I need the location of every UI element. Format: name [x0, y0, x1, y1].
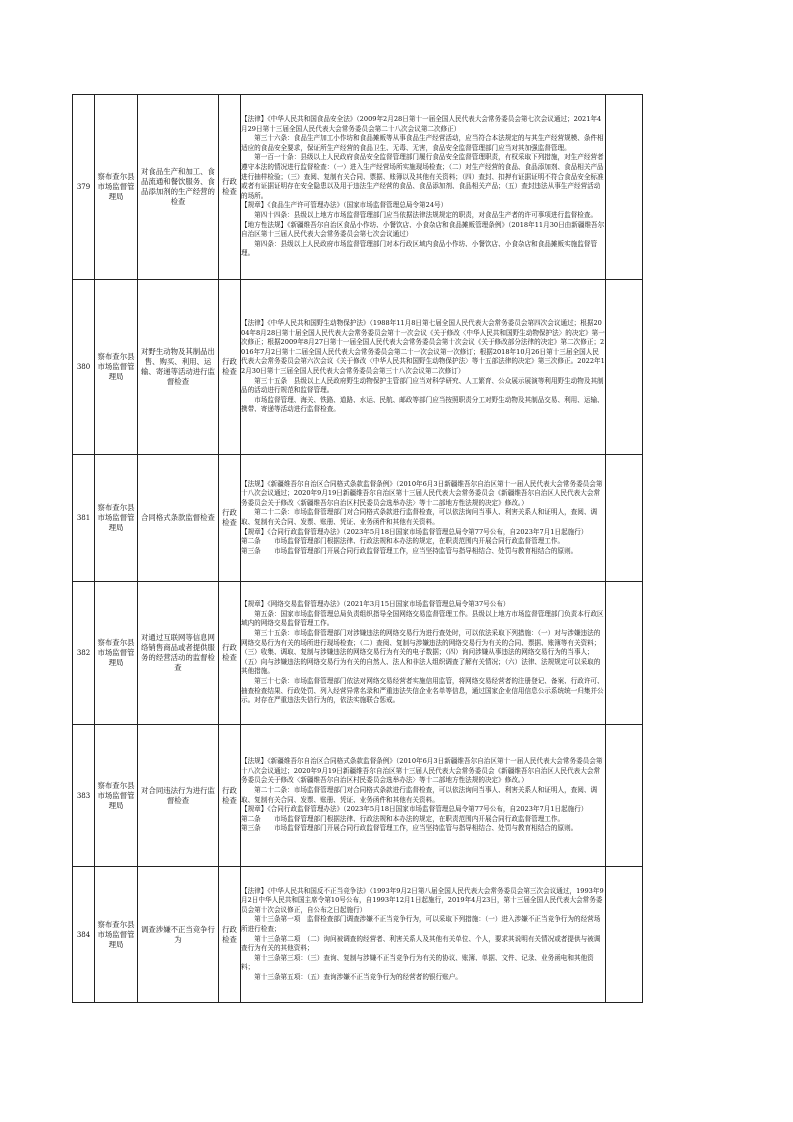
legal-basis-paragraph: 第十三条第五项：（五）查询涉嫌不正当竞争行为的经营者的银行账户。 — [241, 972, 462, 981]
table-row — [73, 455, 643, 582]
legal-basis-cell — [241, 867, 606, 1003]
row-number: 380 — [73, 280, 95, 455]
legal-basis-paragraph: 第三十六条：食品生产加工小作坊和食品摊贩等从事食品生产经营活动，应当符合本法规定的与其生产经营规模、条件相适应的食品安全要求，保证所生产经营的食品卫生、无毒、无害，食品安全监督管理部门应当对其加强监督管理。 — [241, 134, 604, 152]
inspection-item-cell: 调查涉嫌不正当竞争行为 — [138, 867, 219, 1003]
category-cell: 行政检查 — [219, 582, 241, 725]
legal-basis-cell — [241, 95, 606, 280]
legal-basis-paragraph: 【法规】《新疆维吾尔自治区合同格式条款监督条例》（2010年6月3日新疆维吾尔自治区第十一届人民代表大会常务委员会第十八次会议通过；2020年9月19日新疆维吾尔自治区第十三届人民代表大会常务委员会《新疆维吾尔自治区人民代表大会常务委员会关于修改〈新疆维吾尔自治区村民委员会选举办法〉等十二部地方性法规的决定》修改。） — [241, 757, 603, 785]
legal-basis-cell — [241, 582, 606, 725]
legal-basis-paragraph: 第三十五条 县级以上人民政府野生动物保护主管部门应当对科学研究、人工繁育、公众展示展演等利用野生动物及其制品的活动进行规范和监督管理。 — [241, 376, 604, 395]
legal-basis-paragraph: 【法律】《中华人民共和国食品安全法》（2009年2月28日第十一届全国人民代表大会常务委员会第七次会议通过；2021年4月29日第十三届全国人民代表大会常务委员会第二十八次会议第二次修正） — [241, 115, 602, 133]
department-cell: 察布查尔县市场监督管理局 — [95, 867, 138, 1003]
row-number: 382 — [73, 582, 95, 725]
legal-basis-paragraph: 第十三条第一项 监督检查部门调查涉嫌不正当竞争行为，可以采取下列措施：（一）进入涉嫌不正当竞争行为的经营场所进行检查； — [241, 915, 601, 933]
legal-basis-paragraph: 【规章】《网络交易监督管理办法》（2021年3月15日国家市场监督管理总局令第37号公布） — [241, 600, 510, 609]
table-row — [73, 725, 643, 867]
legal-basis-paragraph: 第十三条第三项：（三）查询、复制与涉嫌不正当竞争行为有关的协议、账簿、单据、文件、记录、业务函电和其他资料； — [241, 953, 594, 972]
legal-basis-paragraph: 第四十四条：县级以上地方市场监督管理部门应当依据法律法规规定的职责，对食品生产者的许可事项进行监督检查。 — [241, 210, 598, 219]
department-cell: 察布查尔县市场监督管理局 — [95, 95, 138, 280]
legal-basis-paragraph: 【法律】《中华人民共和国反不正当竞争法》（1993年9月2日第八届全国人民代表大会常务委员会第三次会议通过，1993年9月2日中华人民共和国主席令第10号公布，自1993年12月1日起施行，2019年4月23日，第十三届全国人民代表大会常务委员会第十次会议修正，自公布之日起施行） — [241, 886, 604, 914]
legal-basis-paragraph: 第三条 市场监督管理部门开展合同行政监督管理工作，应当坚持监管与指导相结合、处罚与教育相结合的原则。 — [241, 824, 578, 833]
legal-basis-paragraph: 第三条 市场监督管理部门开展合同行政监督管理工作，应当坚持监管与指导相结合、处罚与教育相结合的原则。 — [241, 546, 578, 555]
remarks-cell — [606, 582, 643, 725]
legal-basis-paragraph: 【规章】《食品生产许可管理办法》（国家市场监督管理总局令第24号） — [241, 201, 448, 210]
remarks-cell — [606, 455, 643, 582]
category-cell: 行政检查 — [219, 95, 241, 280]
row-number: 381 — [73, 455, 95, 582]
legal-basis-paragraph: 【规章】《合同行政监督管理办法》（2023年5月18日国家市场监督管理总局令第77号公布，自2023年7月1日起施行） — [241, 527, 588, 536]
table-row — [73, 95, 643, 280]
inspection-item-cell: 对食品生产和加工、食品流通和餐饮服务、食品添加剂的生产经营的检查 — [138, 95, 219, 280]
department-cell: 察布查尔县市场监督管理局 — [95, 582, 138, 725]
legal-basis-cell — [241, 725, 606, 867]
table-body — [73, 95, 643, 1003]
inspection-item-cell: 对合同违法行为进行监督检查 — [138, 725, 219, 867]
department-cell: 察布查尔县市场监督管理局 — [95, 455, 138, 582]
legal-basis-paragraph: 【法规】《新疆维吾尔自治区合同格式条款监督条例》（2010年6月3日新疆维吾尔自治区第十一届人民代表大会常务委员会第十八次会议通过；2020年9月19日新疆维吾尔自治区第十三届人民代表大会常务委员会《新疆维吾尔自治区人民代表大会常务委员会关于修改〈新疆维吾尔自治区村民委员会选举办法〉等十二部地方性法规的决定》修改。） — [241, 479, 603, 507]
legal-basis-paragraph: 【地方性法规】《新疆维吾尔自治区食品小作坊、小餐饮店、小食杂店和食品摊贩管理条例》（2018年11月30日由新疆维吾尔自治区第十三届人民代表大会常务委员会第七次会议通过） — [241, 220, 605, 239]
row-number: 384 — [73, 867, 95, 1003]
legal-basis-paragraph: 第三十五条：市场监督管理部门对涉嫌违法的网络交易行为进行查处时，可以依法采取下列措施：（一）对与涉嫌违法的网络交易行为有关的场所进行现场检查；（二）查阅、复制与涉嫌违法的网络交易行为有关的合同、票据、账簿等有关资料；（三）收集、调取、复制与涉嫌违法的网络交易行为有关的电子数据；（四）询问涉嫌从事违法的网络交易行为的当事人；（五）向与涉嫌违法的网络交易行为有关的自然人、法人和非法人组织调查了解有关情况；（六）法律、法规规定可以采取的其他措施。 — [241, 629, 601, 676]
category-cell: 行政检查 — [219, 725, 241, 867]
remarks-cell — [606, 867, 643, 1003]
table-row — [73, 867, 643, 1003]
legal-basis-cell — [241, 455, 606, 582]
table-row — [73, 280, 643, 455]
department-cell: 察布查尔县市场监督管理局 — [95, 280, 138, 455]
remarks-cell — [606, 725, 643, 867]
category-cell: 行政检查 — [219, 867, 241, 1003]
legal-basis-paragraph: 第四条：县级以上人民政府市场监督管理部门对本行政区域内食品小作坊、小餐饮店、小食杂店和食品摊贩实施监督管理。 — [241, 239, 598, 258]
legal-basis-paragraph: 第二条 市场监督管理部门根据法律、行政法规和本办法的规定，在职责范围内开展合同行政监督管理工作。 — [241, 814, 565, 823]
remarks-cell — [606, 280, 643, 455]
department-cell: 察布查尔县市场监督管理局 — [95, 725, 138, 867]
row-number: 379 — [73, 95, 95, 280]
enforcement-list-table — [72, 94, 643, 1003]
inspection-item-cell: 合同格式条款监督检查 — [138, 455, 219, 582]
category-cell: 行政检查 — [219, 455, 241, 582]
legal-basis-paragraph: 第五条：国家市场监督管理总局负责组织指导全国网络交易监督管理工作。县级以上地方市场监督管理部门负责本行政区域内的网络交易监督管理工作。 — [241, 609, 604, 628]
legal-basis-paragraph: 第十三条第二项 （二）询问被调查的经营者、利害关系人及其他有关单位、个人，要求其说明有关情况或者提供与被调查行为有关的其他资料； — [241, 934, 601, 953]
remarks-cell — [606, 95, 643, 280]
category-cell: 行政检查 — [219, 280, 241, 455]
row-number: 383 — [73, 725, 95, 867]
legal-basis-paragraph: 市场监督管理、海关、铁路、道路、水运、民航、邮政等部门应当按照职责分工对野生动物及其制品交易、利用、运输、携带、寄递等活动进行监督检查。 — [241, 395, 604, 414]
legal-basis-paragraph: 第二十二条：市场监督管理部门对合同格式条款进行监督检查，可以依法询问当事人、利害关系人和证明人，查阅、调取、复制有关合同、发票、账册、凭证、业务函件和其他有关资料。 — [241, 785, 598, 804]
legal-basis-paragraph: 第一百一十条：县级以上人民政府食品安全监督管理部门履行食品安全监督管理职责，有权采取下列措施，对生产经营者遵守本法的情况进行监督检查：（一）进入生产经营场所实施现场检查；（二）对生产经营的食品、食品添加剂、食品相关产品进行抽样检验；（三）查阅、复制有关合同、票据、账簿以及其他有关资料；（四）查封、扣押有证据证明不符合食品安全标准或者有证据证明存在安全隐患以及用于违法生产经营的食品、食品添加剂、食品相关产品；（五）查封违法从事生产经营活动的场所。 — [241, 153, 604, 200]
table-row — [73, 582, 643, 725]
inspection-item-cell: 对通过互联网等信息网络销售商品或者提供服务的经营活动的监督检查 — [138, 582, 219, 725]
legal-basis-paragraph: 【规章】《合同行政监督管理办法》（2023年5月18日国家市场监督管理总局令第77号公布，自2023年7月1日起施行） — [241, 805, 588, 814]
legal-basis-paragraph: 第二条 市场监督管理部门根据法律、行政法规和本办法的规定，在职责范围内开展合同行政监督管理工作。 — [241, 537, 565, 546]
legal-basis-paragraph: 【法律】《中华人民共和国野生动物保护法》（1988年11月8日第七届全国人民代表大会常务委员会第四次会议通过；根据2004年8月28日第十届全国人民代表大会常务委员会第十一次会议《关于修改〈中华人民共和国野生动物保护法〉的决定》第一次修正；根据2009年8月27日第十一届全国人民代表大会常务委员会第十次会议《关于修改部分法律的决定》第二次修正；2016年7月2日第十二届全国人民代表大会常务委员会第二十一次会议第一次修订；根据2018年10月26日第十三届全国人民代表大会常务委员会第六次会议《关于修改〈中华人民共和国野生动物保护法〉等十五部法律的决定》第三次修正。2022年12月30日第十三届全国人民代表大会常务委员会第三十八次会议第二次修订） — [241, 319, 605, 375]
legal-basis-paragraph: 第二十二条：市场监督管理部门对合同格式条款进行监督检查，可以依法询问当事人、利害关系人和证明人，查阅、调取、复制有关合同、发票、账册、凭证、业务函件和其他有关资料。 — [241, 508, 598, 526]
legal-basis-paragraph: 第三十七条：市场监督管理部门依法对网络交易经营者实施信用监管，将网络交易经营者的注册登记、备案、行政许可、抽查检查结果、行政处罚、列入经营异常名录和严重违法失信企业名单等信息，通过国家企业信用信息公示系统统一归集并公示。对存在严重违法失信行为的，依法实施联合惩戒。 — [241, 676, 604, 705]
legal-basis-cell — [241, 280, 606, 455]
inspection-item-cell: 对野生动物及其制品出售、购买、利用、运输、寄递等活动进行监督检查 — [138, 280, 219, 455]
